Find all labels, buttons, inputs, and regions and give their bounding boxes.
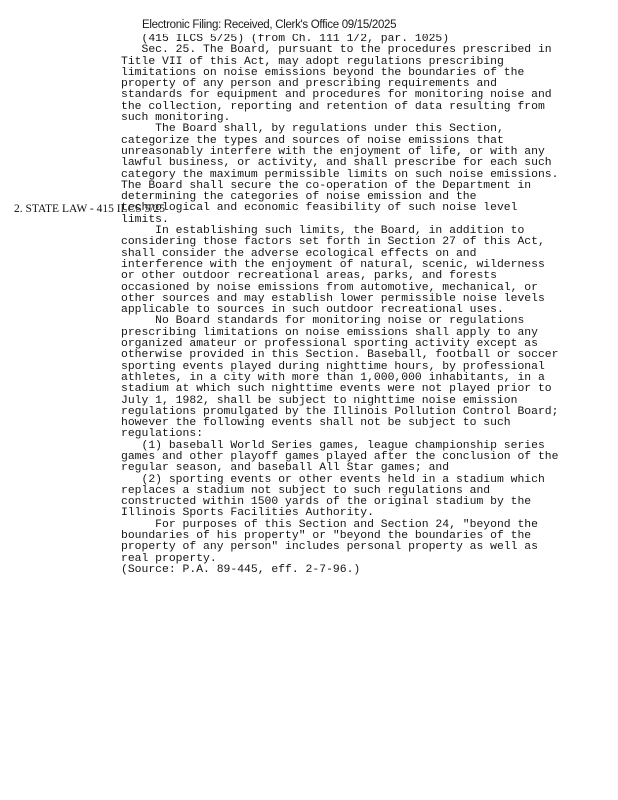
statute-line: unreasonably interfere with the enjoyment of life, or with any <box>121 145 545 158</box>
statute-line: category the maximum permissible limits on such noise emissions. <box>121 168 559 181</box>
statute-line: limitations on noise emissions beyond the boundaries of the <box>121 66 525 79</box>
statute-line: (415 ILCS 5/25) (from Ch. 111 1/2, par. 1025) <box>121 34 450 45</box>
statute-line: regular season, and baseball All Star games; and <box>121 462 450 475</box>
electronic-filing-stamp: Electronic Filing: Received, Clerk's Office 09/15/2025 <box>142 19 397 31</box>
statute-line: determining the categories of noise emission and the <box>121 191 477 204</box>
statute-line: categorize the types and sources of noise emissions that <box>121 134 504 147</box>
statute-line: technological and economic feasibility of such noise level <box>121 202 518 215</box>
statute-line: lawful business, or activity, and shall prescribe for each such <box>121 157 552 170</box>
statute-line: shall consider the adverse ecological effects on and <box>121 247 477 260</box>
statute-line: Sec. 25. The Board, pursuant to the procedures prescribed in <box>121 44 552 57</box>
statute-line: The Board shall secure the co-operation of the Department in <box>121 179 532 192</box>
statute-line: however the following events shall not be subject to such <box>121 417 511 430</box>
statute-line: For purposes of this Section and Section 24, "beyond the <box>121 518 538 531</box>
statute-line: replaces a stadium not subject to such regulations and <box>121 484 491 497</box>
statute-line: athletes, in a city with more than 1,000,000 inhabitants, in a <box>121 371 545 384</box>
statute-line: standards for equipment and procedures for monitoring noise and <box>121 89 552 102</box>
statute-line: July 1, 1982, shall be subject to nighttime noise emission <box>121 394 518 407</box>
statute-line: such monitoring. <box>121 112 231 125</box>
statute-line: (2) sporting events or other events held in a stadium which <box>121 473 545 486</box>
statute-line: otherwise provided in this Section. Baseball, football or soccer <box>121 349 559 362</box>
statute-line: real property. <box>121 552 217 565</box>
statute-line: The Board shall, by regulations under this Section, <box>121 123 504 136</box>
statute-line: other sources and may establish lower permissible noise levels <box>121 292 545 305</box>
statute-line: property of any person" includes personal property as well as <box>121 541 538 554</box>
statute-line: stadium at which such nighttime events were not played prior to <box>121 383 552 396</box>
statute-line: (1) baseball World Series games, league championship series <box>121 439 545 452</box>
statute-line: regulations: <box>121 428 204 441</box>
statute-line: No Board standards for monitoring noise or regulations <box>121 315 525 328</box>
statute-line: limits. <box>121 213 169 226</box>
statute-line: the collection, reporting and retention of data resulting from <box>121 100 545 113</box>
statute-line: organized amateur or professional sporting activity except as <box>121 338 538 351</box>
statute-text <box>121 34 618 594</box>
statute-line: applicable to sources in such outdoor recreational uses. <box>121 304 504 317</box>
statute-line: regulations promulgated by the Illinois Pollution Control Board; <box>121 405 559 418</box>
statute-line: games and other playoff games played after the conclusion of the <box>121 450 559 463</box>
statute-line: prescribing limitations on noise emissions shall apply to any <box>121 326 538 339</box>
statute-line: interference with the enjoyment of natural, scenic, wilderness <box>121 258 545 271</box>
statute-line: In establishing such limits, the Board, in addition to <box>121 225 525 238</box>
statute-line: constructed within 1500 yards of the original stadium by the <box>121 496 532 509</box>
statute-line: Title VII of this Act, may adopt regulations prescribing <box>121 55 504 68</box>
statute-line: Illinois Sports Facilities Authority. <box>121 507 374 520</box>
statute-line: (Source: P.A. 89-445, eff. 2-7-96.) <box>121 563 361 576</box>
statute-line: boundaries of his property" or "beyond the boundaries of the <box>121 530 532 543</box>
sidebar-page-label: 2. STATE LAW - 415 ILCS 5/25 <box>14 203 165 215</box>
statute-line: considering those factors set forth in Section 27 of this Act, <box>121 236 545 249</box>
statute-line: or other outdoor recreational areas, parks, and forests <box>121 270 497 283</box>
statute-line: sporting events played during nighttime hours, by professional <box>121 360 545 373</box>
statute-line: occasioned by noise emissions from automotive, mechanical, or <box>121 281 538 294</box>
statute-line: property of any person and prescribing requirements and <box>121 78 497 91</box>
